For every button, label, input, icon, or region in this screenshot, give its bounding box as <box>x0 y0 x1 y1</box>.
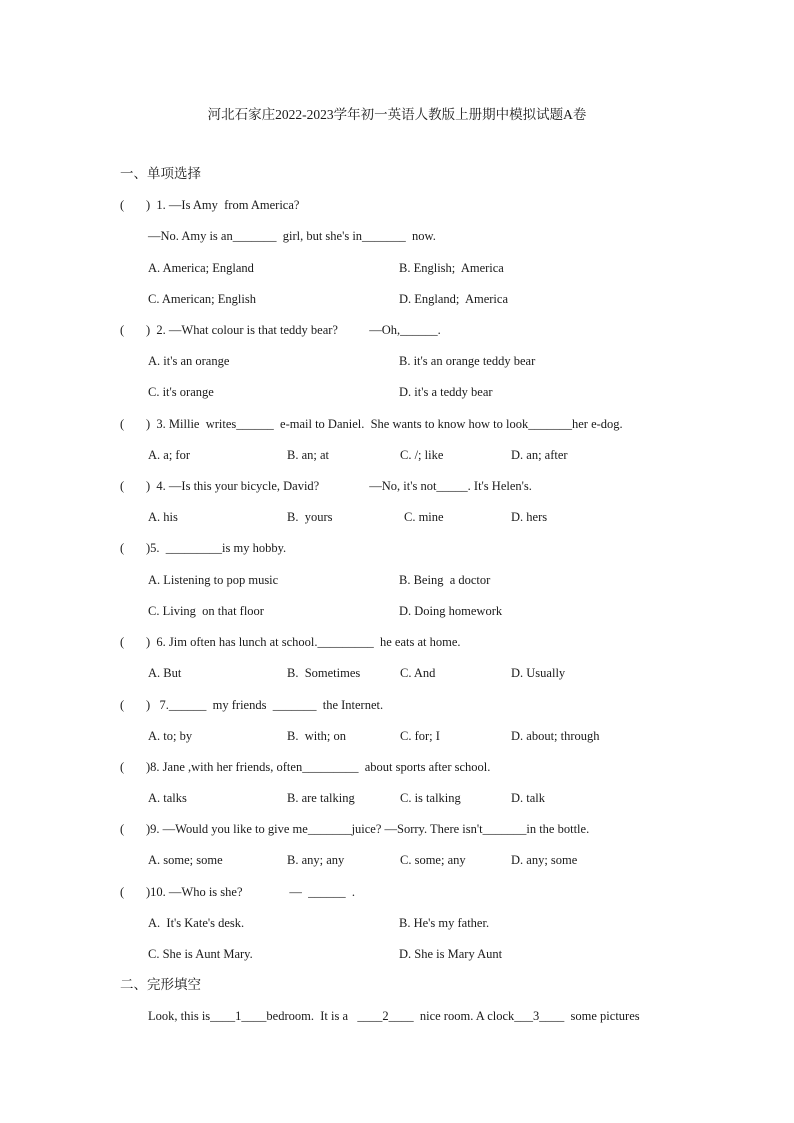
question-1 <box>120 197 299 213</box>
question-10 <box>120 884 355 900</box>
option-b: B. He's my father. <box>399 916 490 930</box>
option-c: C. /; like <box>400 448 444 462</box>
option-b: B. Sometimes <box>287 666 361 680</box>
question-text: )5. _________is my hobby. <box>146 541 287 555</box>
question-text: ) 3. Millie writes______ e-mail to Daniel. She wants to know how to look_______her e-dog. <box>146 417 623 431</box>
question-1-continuation: —No. Amy is an_______ girl, but she's in_______ now. <box>148 229 436 243</box>
answer-paren: ( <box>120 635 125 649</box>
option-b: B. yours <box>287 510 333 524</box>
option-a: A. some; some <box>148 853 223 867</box>
option-a: A. to; by <box>148 729 193 743</box>
option-a: A. It's Kate's desk. <box>148 916 245 930</box>
question-text: ) 2. —What colour is that teddy bear? —Oh,______. <box>146 323 441 337</box>
option-b: B. with; on <box>287 729 347 743</box>
option-b: B. English; America <box>399 261 504 275</box>
question-6 <box>120 634 461 650</box>
question-text: )8. Jane ,with her friends, often_________ about sports after school. <box>146 760 491 774</box>
cloze-passage-line: Look, this is____1____bedroom. It is a ____2____ nice room. A clock___3____ some pictures <box>148 1009 640 1023</box>
question-text: ) 1. —Is Amy from America? <box>146 198 300 212</box>
option-d: D. it's a teddy bear <box>399 385 493 399</box>
question-text: )10. —Who is she? — ______ . <box>146 885 356 899</box>
answer-paren: ( <box>120 417 125 431</box>
question-text: ) 7.______ my friends _______ the Internet. <box>146 698 384 712</box>
option-a: A. America; England <box>148 261 254 275</box>
option-b: B. Being a doctor <box>399 573 491 587</box>
option-a: A. his <box>148 510 178 524</box>
section-heading-single-choice: 一、单项选择 <box>120 166 201 181</box>
page-title: 河北石家庄2022-2023学年初一英语人教版上册期中模拟试题A卷 <box>207 107 587 122</box>
question-7 <box>120 697 383 713</box>
question-2 <box>120 322 441 338</box>
option-d: D. Usually <box>511 666 566 680</box>
option-c: C. it's orange <box>148 385 214 399</box>
answer-paren: ( <box>120 541 125 555</box>
option-d: D. about; through <box>511 729 600 743</box>
question-5 <box>120 540 286 556</box>
option-d: D. England; America <box>399 292 508 306</box>
option-a: A. it's an orange <box>148 354 230 368</box>
section-heading-cloze: 二、完形填空 <box>120 977 201 992</box>
option-c: C. mine <box>404 510 444 524</box>
answer-paren: ( <box>120 198 125 212</box>
option-d: D. talk <box>511 791 546 805</box>
option-c: C. American; English <box>148 292 256 306</box>
option-c: C. is talking <box>400 791 461 805</box>
option-d: D. She is Mary Aunt <box>399 947 503 961</box>
option-b: B. are talking <box>287 791 355 805</box>
question-text: ) 6. Jim often has lunch at school._________ he eats at home. <box>146 635 461 649</box>
option-a: A. talks <box>148 791 187 805</box>
option-d: D. any; some <box>511 853 578 867</box>
option-a: A. Listening to pop music <box>148 573 279 587</box>
option-d: D. hers <box>511 510 548 524</box>
option-b: B. it's an orange teddy bear <box>399 354 536 368</box>
question-4 <box>120 478 532 494</box>
option-c: C. And <box>400 666 436 680</box>
answer-paren: ( <box>120 479 125 493</box>
answer-paren: ( <box>120 323 125 337</box>
question-text: ) 4. —Is this your bicycle, David? —No, it's not_____. It's Helen's. <box>146 479 532 493</box>
option-d: D. an; after <box>511 448 568 462</box>
question-text: )9. —Would you like to give me_______juice? —Sorry. There isn't_______in the bottle. <box>146 822 590 836</box>
answer-paren: ( <box>120 698 125 712</box>
option-c: C. some; any <box>400 853 466 867</box>
option-b: B. an; at <box>287 448 330 462</box>
option-a: A. But <box>148 666 182 680</box>
answer-paren: ( <box>120 822 125 836</box>
question-8 <box>120 759 490 775</box>
option-a: A. a; for <box>148 448 190 462</box>
option-b: B. any; any <box>287 853 345 867</box>
option-d: D. Doing homework <box>399 604 503 618</box>
question-3 <box>120 416 623 432</box>
question-9 <box>120 821 589 837</box>
option-c: C. Living on that floor <box>148 604 264 618</box>
option-c: C. She is Aunt Mary. <box>148 947 253 961</box>
answer-paren: ( <box>120 760 125 774</box>
answer-paren: ( <box>120 885 125 899</box>
option-c: C. for; I <box>400 729 440 743</box>
